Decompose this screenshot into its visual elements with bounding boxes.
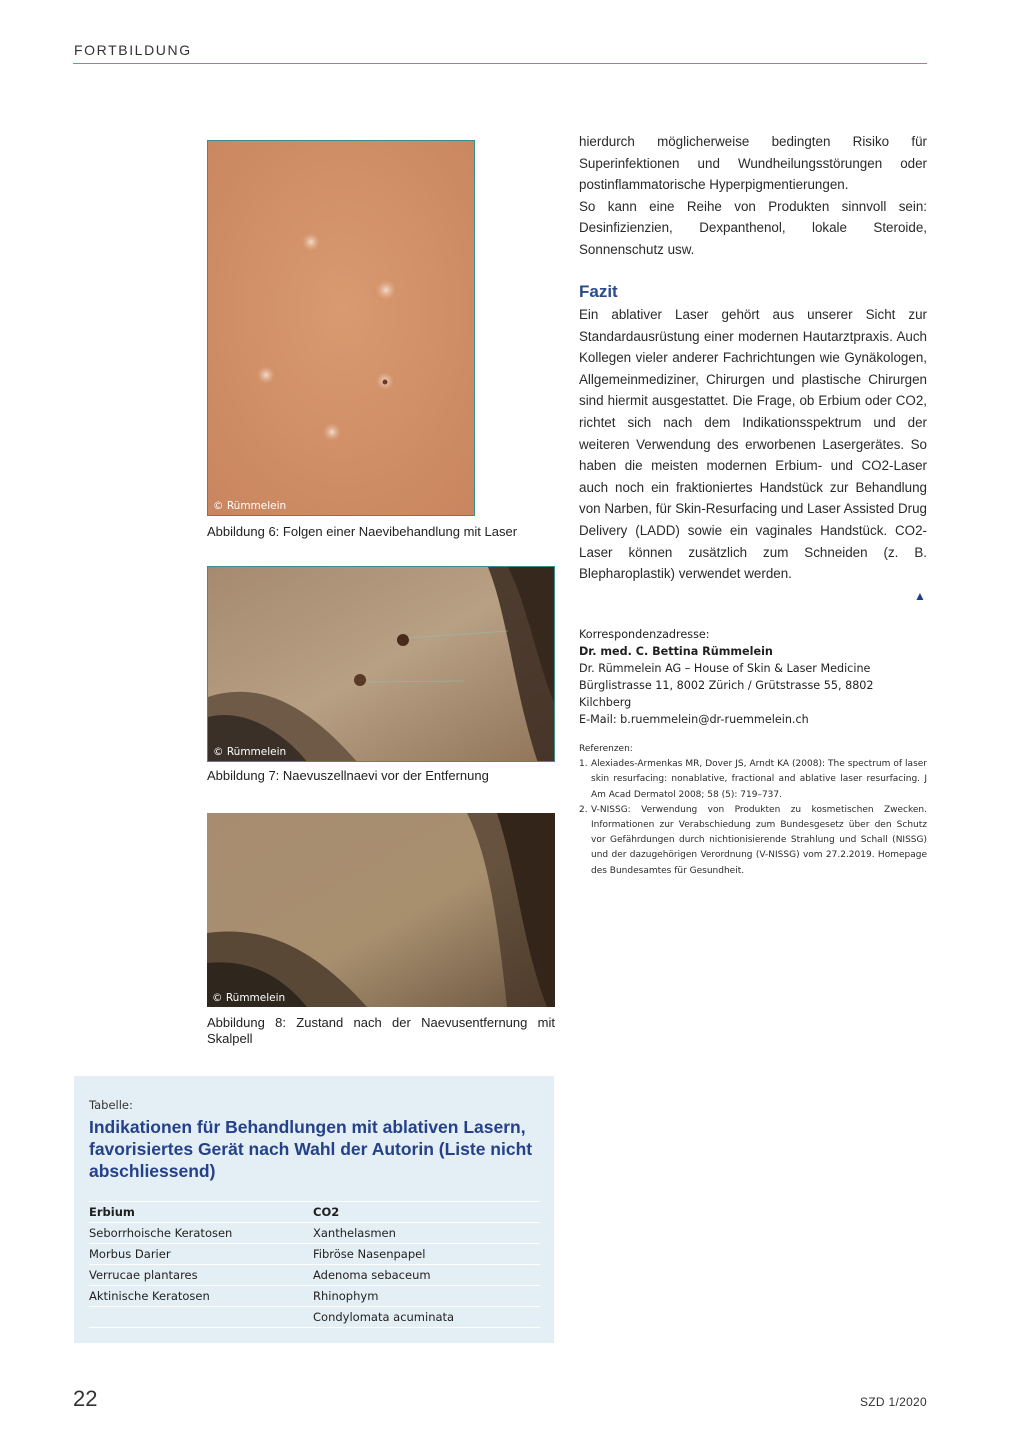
reference-text: V-NISSG: Verwendung von Produkten zu kosmetischen Zwecken. Informationen zur Verabschiedung zum Bundesgesetz über den Schutz vor Gefährdungen durch nichtionisierende Strahlung und Schall (NISSG) und der dazugehörigen Verordnung (V-NISSG) vom 27.2.2019. Homepage des Bundesamtes für Gesundheit.	[591, 804, 927, 876]
figure-7-image	[207, 566, 555, 762]
intro-paragraph-2: So kann eine Reihe von Produkten sinnvoll sein: Desinfizienzien, Dexpanthenol, lokale Steroide, Sonnenschutz usw.	[579, 198, 927, 257]
table-cell: Fibröse Nasenpapel	[313, 1244, 540, 1265]
correspondence-block	[579, 626, 927, 728]
table-cell: Morbus Darier	[89, 1244, 313, 1265]
intro-text	[579, 131, 927, 261]
table-cell: Condylomata acuminata	[313, 1307, 540, 1328]
reference-item	[579, 803, 927, 879]
section-label: FORTBILDUNG	[74, 42, 192, 58]
figure-6-image	[207, 140, 475, 516]
indications-table-box	[74, 1076, 554, 1343]
table-cell: Adenoma sebaceum	[313, 1265, 540, 1286]
correspondence-label: Korrespondenzadresse:	[579, 628, 710, 641]
indications-table	[89, 1201, 540, 1328]
table-header-co2: CO2	[313, 1202, 540, 1223]
figure-7-credit: © Rümmelein	[213, 746, 287, 758]
table-label: Tabelle:	[89, 1098, 133, 1112]
reference-number: 1.	[579, 759, 588, 770]
figure-6-credit: © Rümmelein	[213, 500, 287, 512]
table-row	[89, 1307, 540, 1328]
table-row	[89, 1265, 540, 1286]
table-row	[89, 1244, 540, 1265]
table-cell: Xanthelasmen	[313, 1223, 540, 1244]
references-label: Referenzen:	[579, 744, 633, 754]
page-number: 22	[73, 1386, 98, 1411]
journal-issue: SZD 1/2020	[859, 1395, 927, 1409]
table-cell: Rhinophym	[313, 1286, 540, 1307]
reference-item	[579, 757, 927, 803]
correspondence-email[interactable]: E-Mail: b.ruemmelein@dr-ruemmelein.ch	[579, 713, 809, 726]
figure-8-credit: © Rümmelein	[212, 992, 286, 1004]
end-of-article-icon: ▲	[914, 589, 926, 603]
intro-paragraph-1: hierdurch möglicherweise bedingten Risiko für Superinfektionen und Wundheilungsstörungen oder postinflammatorische Hyperpigmentierungen.	[579, 134, 927, 193]
correspondence-address: Bürglistrasse 11, 8002 Zürich / Grütstrasse 55, 8802 Kilchberg	[579, 679, 874, 709]
correspondence-name: Dr. med. C. Bettina Rümmelein	[579, 645, 773, 658]
table-cell: Aktinische Keratosen	[89, 1286, 313, 1307]
figure-7-caption: Abbildung 7: Naevuszellnaevi vor der Entfernung	[207, 768, 489, 783]
table-header-row	[89, 1202, 540, 1223]
table-row	[89, 1286, 540, 1307]
reference-text: Alexiades-Armenkas MR, Dover JS, Arndt KA (2008): The spectrum of laser skin resurfacing: nonablative, fractional and ablative laser resurfacing. J Am Acad Dermatol 2008; 58 (5): 719–737.	[591, 759, 927, 800]
figure-6-caption: Abbildung 6: Folgen einer Naevibehandlung mit Laser	[207, 524, 518, 539]
table-title: Indikationen für Behandlungen mit ablativen Lasern, favorisiertes Gerät nach Wahl der Autorin (Liste nicht abschliessend)	[89, 1117, 533, 1181]
figure-8-image	[207, 813, 555, 1007]
correspondence-org: Dr. Rümmelein AG – House of Skin & Laser Medicine	[579, 662, 871, 675]
fazit-paragraph: Ein ablativer Laser gehört aus unserer Sicht zur Standardausrüstung einer modernen Hautarztpraxis. Auch Kollegen vieler anderer Fachrichtungen wie Gynäkologen, Allgemeinmediziner, Chirurgen und plastische Chirurgen sind hiermit ausgestattet. Die Frage, ob Erbium oder CO2, richtet sich nach dem Indikationsspektrum und der weiteren Verwendung des erworbenen Lasergerätes. So haben die meisten modernen Erbium- und CO2-Laser auch noch ein fraktioniertes Handstück zur Behandlung von Narben, für Skin-Resurfacing und Laser Assisted Drug Delivery (LADD) sowie ein vaginales Handstück. CO2-Laser können zusätzlich zum Schneiden (z. B. Blepharoplastik) verwendet werden.	[579, 307, 927, 582]
table-cell	[89, 1307, 313, 1328]
table-row	[89, 1223, 540, 1244]
figure-8-caption: Abbildung 8: Zustand nach der Naevusentfernung mit Skalpell	[207, 1015, 555, 1046]
references-block	[579, 742, 927, 879]
reference-number: 2.	[579, 804, 588, 815]
header-rule	[73, 63, 927, 64]
table-cell: Seborrhoische Keratosen	[89, 1223, 313, 1244]
table-cell: Verrucae plantares	[89, 1265, 313, 1286]
table-header-erbium: Erbium	[89, 1202, 313, 1223]
fazit-heading: Fazit	[579, 282, 618, 301]
